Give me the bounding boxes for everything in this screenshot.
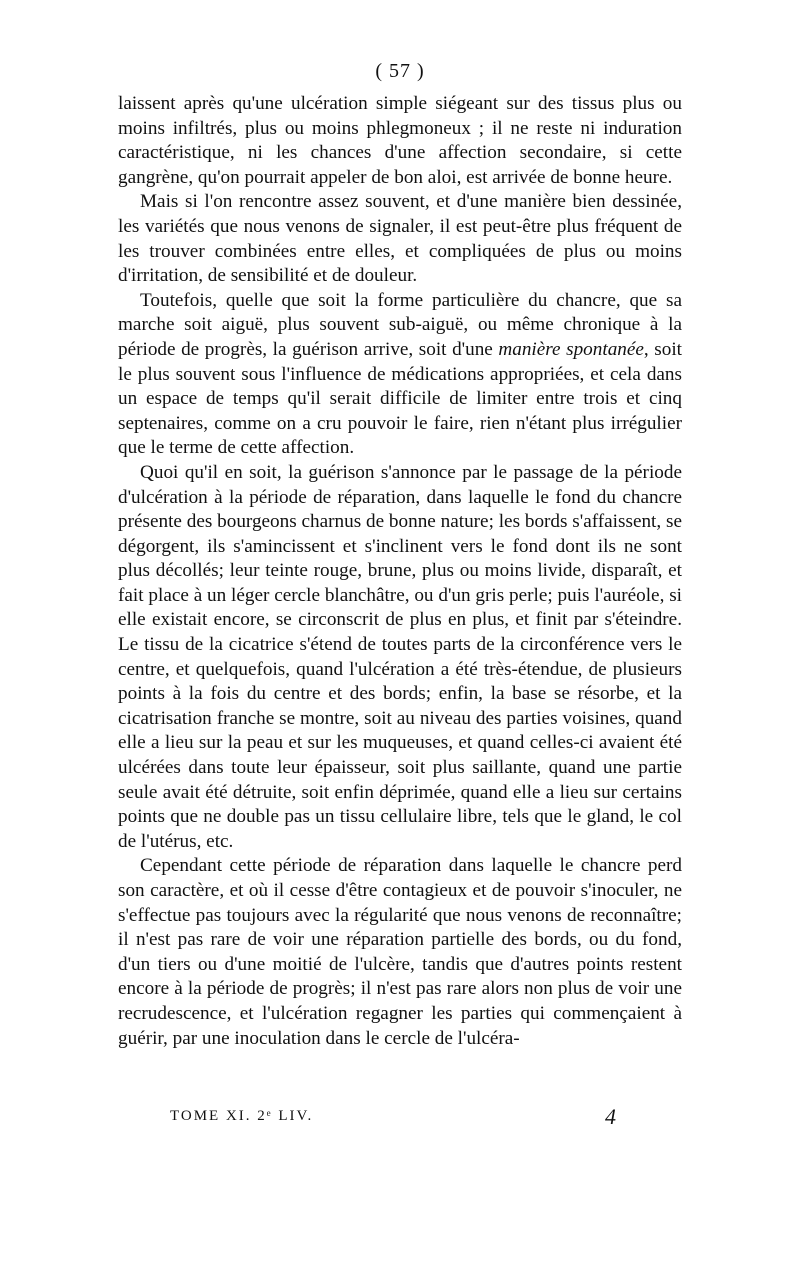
paragraph-3-text-after: , soit le plus souvent sous l'influence de médications appropriées, et cela dans un espace de temps qu'il serait difficile de limiter entre trois et cinq septenaires, comme on a cru pouvoir le faire, rien n'étant plus irrégulier que le terme de cette affection. xyxy=(118,338,682,459)
page-number: ( 57 ) xyxy=(375,60,425,82)
signature-mark: 4 xyxy=(605,1104,618,1129)
signature-line: TOME XI. 2ᵉ LIV. xyxy=(170,1108,314,1124)
body-text xyxy=(118,92,682,1051)
paragraph-3-text-before: Toutefois, quelle que soit la forme particulière du chancre, que sa marche soit aiguë, plus souvent sub-aiguë, ou même chronique à la période de progrès, la guérison arrive, soit d'une xyxy=(118,289,682,360)
paragraph-4: Quoi qu'il en soit, la guérison s'annonce par le passage de la période d'ulcération à la période de réparation, dans laquelle le fond du chancre présente des bourgeons charnus de bonne nature; les bords s'affaissent, se dégorgent, ils s'amincissent et s'inclinent vers le fond dont ils ne sont plus décollés; leur teinte rouge, brune, plus ou moins livide, disparaît, et fait place à un léger cercle blanchâtre, ou d'un gris perle; puis l'auréole, si elle existait encore, se circonscrit de plus en plus, et finit par s'éteindre. Le tissu de la cicatrice s'étend de toutes parts de la circonférence vers le centre, et quelquefois, quand l'ulcération a été très-étendue, de plusieurs points à la fois du centre et des bords; enfin, la base se résorbe, et la cicatrisation franche se montre, soit au niveau des parties voisines, quand elle a lieu sur la peau et sur les muqueuses, et quand celles-ci avaient été ulcérées dans toute leur épaisseur, soit plus saillante, quand une partie seule avait été détruite, soit enfin déprimée, quand elle a lieu sur certains points que ne double pas un tissu cellulaire libre, tels que le gland, le col de l'utérus, etc. xyxy=(118,461,682,852)
paragraph-1: laissent après qu'une ulcération simple siégeant sur des tissus plus ou moins infiltrés, plus ou moins phlegmoneux ; il ne reste ni induration caractéristique, ni les chances d'une affection secondaire, si cette gangrène, qu'on pourrait appeler de bon aloi, est arrivée de bonne heure. xyxy=(118,93,682,188)
paragraph-5: Cependant cette période de réparation dans laquelle le chancre perd son caractère, et où il cesse d'être contagieux et de pouvoir s'inoculer, ne s'effectue pas toujours avec la régularité que nous venons de reconnaître; il n'est pas rare de voir une réparation partielle des bords, ou du fond, d'un tiers ou d'une moitié de l'ulcère, tandis que d'autres points restent encore à la période de progrès; il n'est pas rare alors non plus de voir une recrudescence, et l'ulcération regagner les parties qui commençaient à guérir, par une inoculation dans le cercle de l'ulcéra- xyxy=(118,855,682,1049)
paragraph-3-emphasis: manière spontanée xyxy=(498,338,644,360)
paragraph-3 xyxy=(118,289,682,461)
paragraph-2: Mais si l'on rencontre assez souvent, et d'une manière bien dessinée, les variétés que nous venons de signaler, il est peut-être plus fréquent de les trouver combinées entre elles, et compliquées de plus ou moins d'irritation, de sensibilité et de douleur. xyxy=(118,191,682,287)
